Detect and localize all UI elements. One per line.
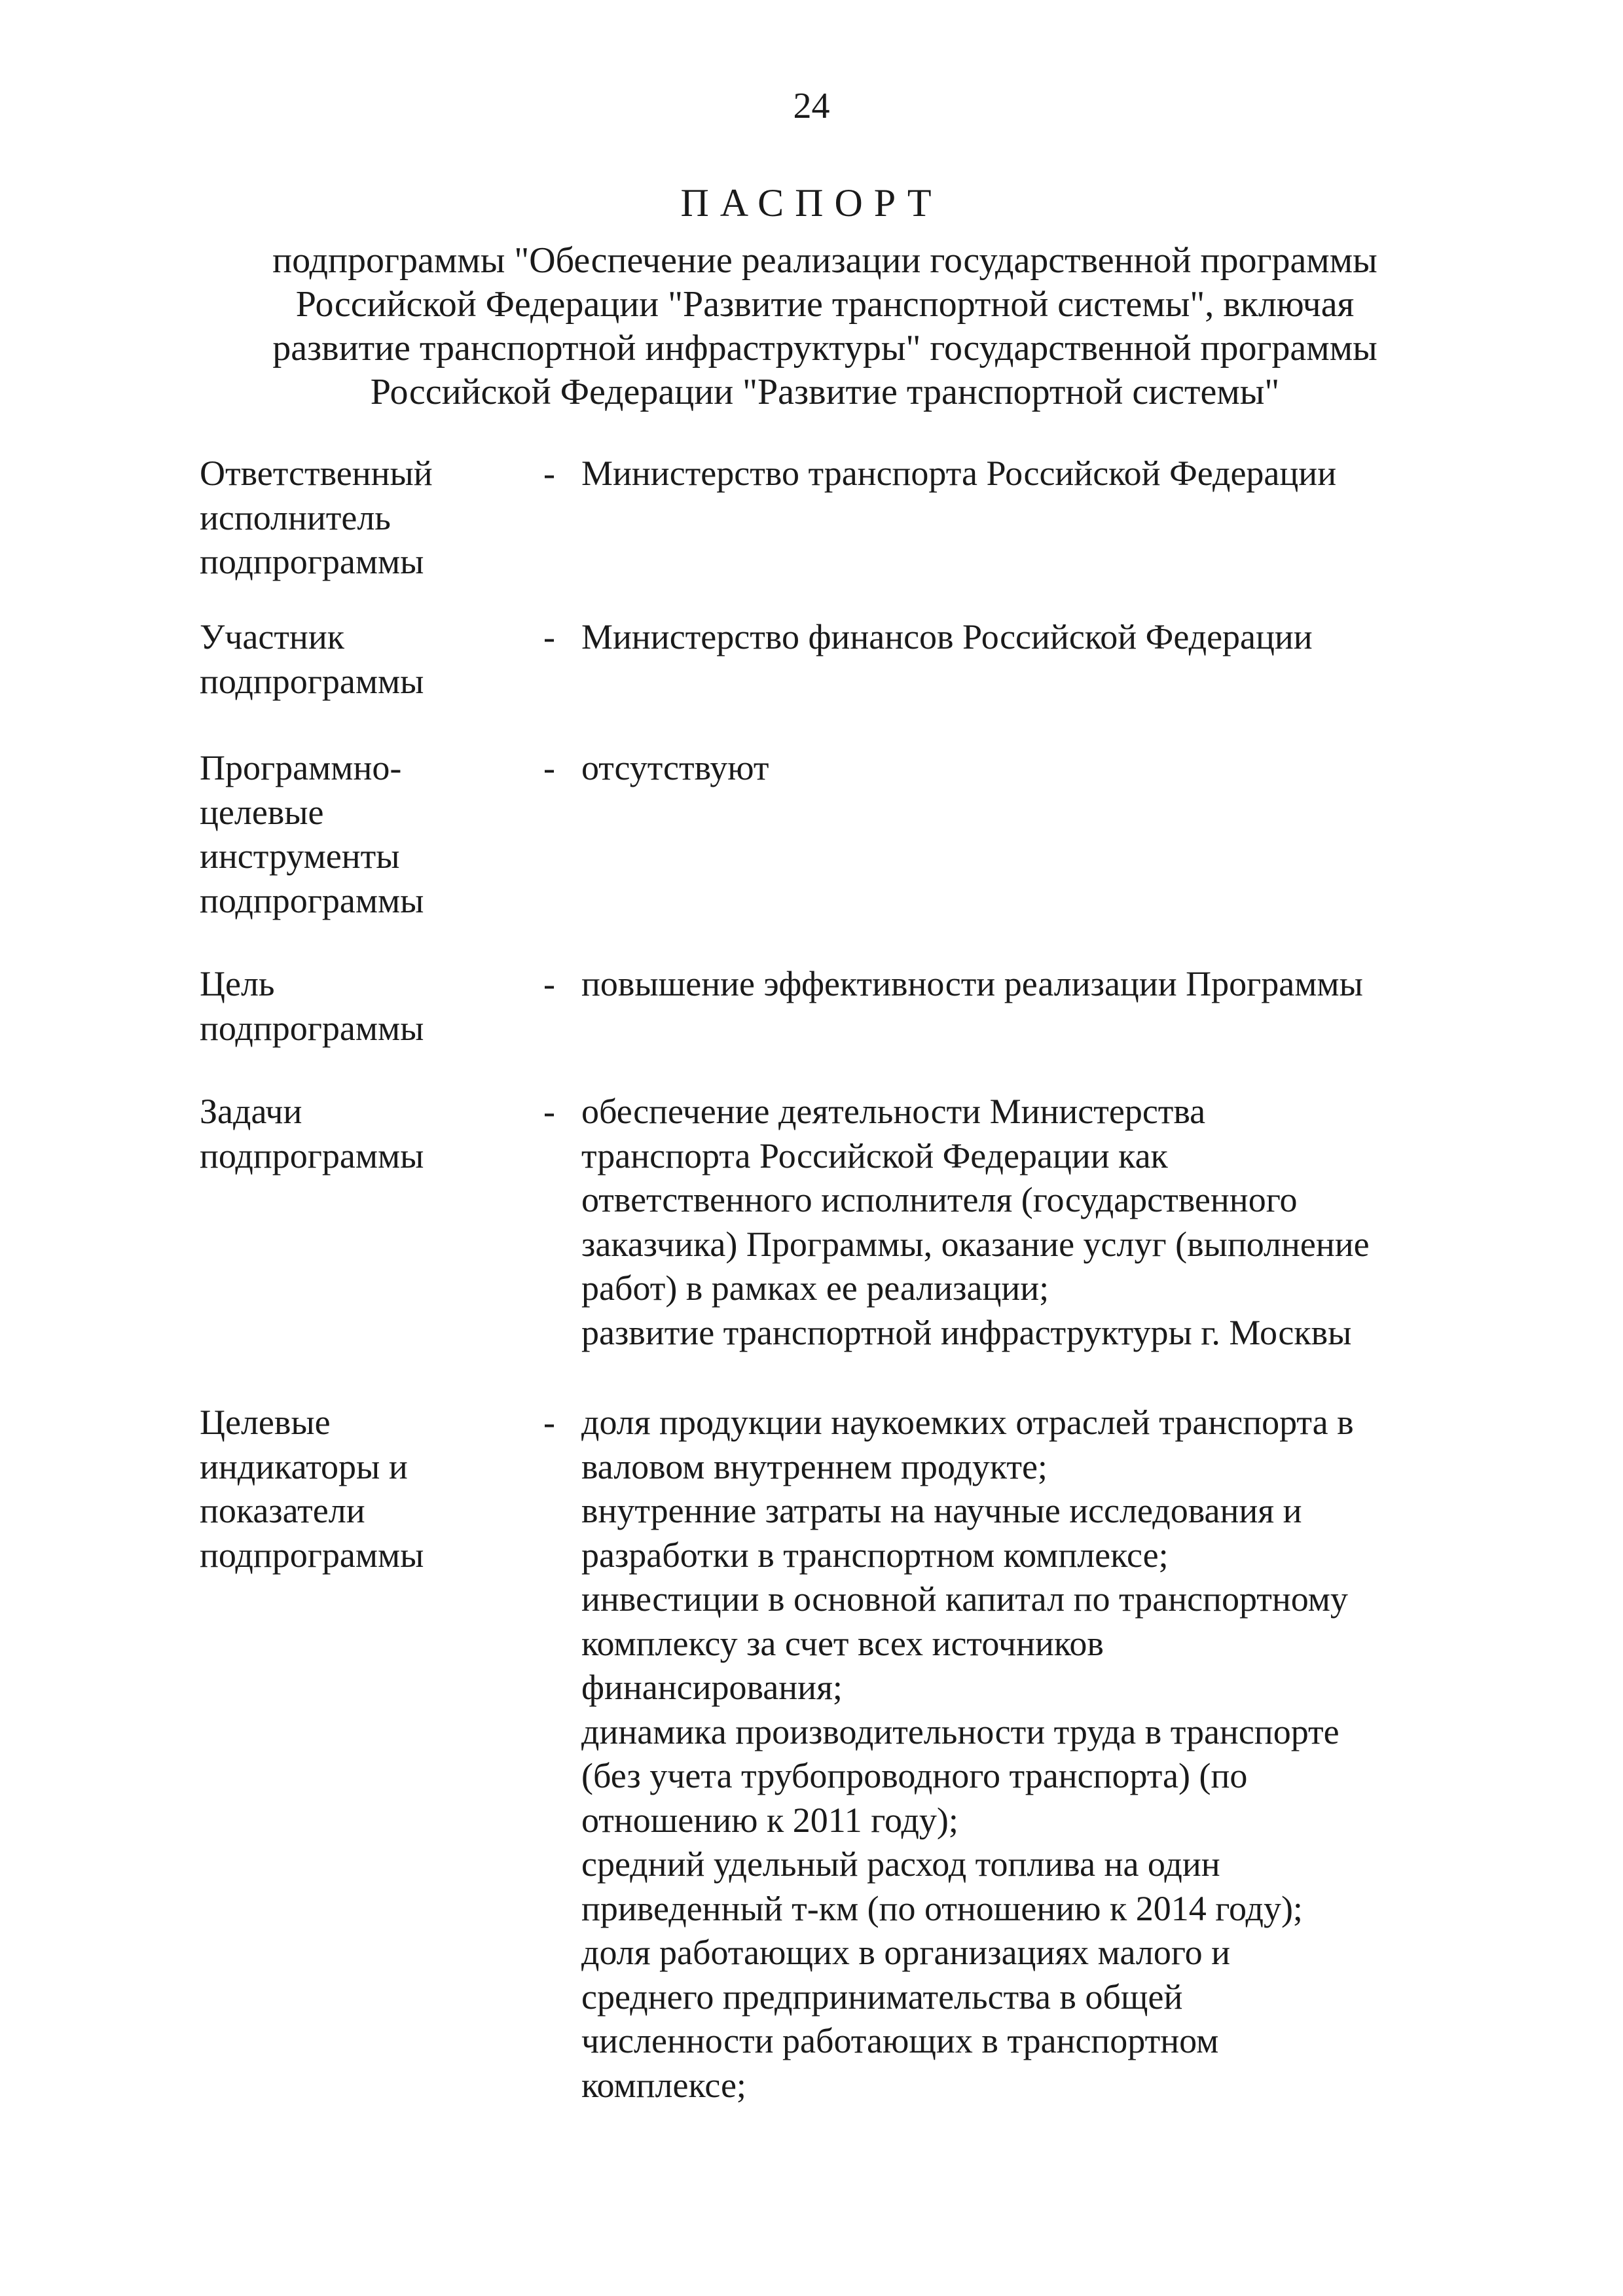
row-value [581,962,1459,1007]
label-line: показатели [200,1491,365,1530]
value-line: среднего предпринимательства в общей [581,1977,1183,2017]
row-value [581,452,1459,496]
row-value [581,1401,1459,2108]
row-value [581,746,1459,791]
label-line: исполнитель [200,497,391,537]
value-line: повышение эффективности реализации Программы [581,964,1363,1003]
row-label [200,452,540,584]
value-line: доля работающих в организациях малого и [581,1933,1231,1972]
value-line: доля продукции наукоемких отраслей транспорта в [581,1403,1354,1442]
label-line: подпрограммы [200,542,424,581]
row-dash: - [543,964,555,1003]
row-dash: - [543,1403,555,1442]
value-line: работ) в рамках ее реализации; [581,1268,1049,1308]
row-dash: - [543,748,555,787]
label-line: целевые [200,792,324,832]
value-line: Министерство транспорта Российской Федерации [581,454,1337,493]
value-line: комплексу за счет всех источников [581,1623,1104,1663]
value-line: Министерство финансов Российской Федерации [581,617,1313,656]
label-line: Задачи [200,1092,302,1131]
value-line: финансирования; [581,1668,843,1707]
label-line: подпрограммы [200,880,424,920]
subtitle-line: развитие транспортной инфраструктуры" государственной программы [272,328,1377,368]
value-line: (без учета трубопроводного транспорта) (по [581,1756,1248,1795]
row-label [200,746,540,923]
row-dash: - [543,1092,555,1131]
value-line: динамика производительности труда в транспорте [581,1712,1340,1751]
value-line: обеспечение деятельности Министерства [581,1092,1206,1131]
row-dash: - [543,617,555,656]
value-line: приведенный т-км (по отношению к 2014 году); [581,1888,1303,1928]
value-line: валовом внутреннем продукте; [581,1446,1048,1486]
label-line: инструменты [200,836,400,876]
value-line: внутренние затраты на научные исследования и [581,1491,1302,1530]
subtitle-line: подпрограммы "Обеспечение реализации государственной программы [272,240,1377,281]
label-line: индикаторы и [200,1446,408,1486]
row-label [200,1090,540,1178]
label-line: Цель [200,964,275,1003]
value-line: комплексе; [581,2065,746,2105]
subtitle-line: Российской Федерации "Развитие транспортной системы" [370,372,1280,412]
row-value [581,1090,1459,1355]
value-line: развитие транспортной инфраструктуры г. Москвы [581,1312,1352,1352]
row-dash: - [543,454,555,493]
label-line: Участник [200,617,344,656]
row-value [581,615,1459,660]
value-line: отсутствуют [581,748,769,787]
label-line: Целевые [200,1403,331,1442]
label-line: подпрограммы [200,661,424,701]
value-line: транспорта Российской Федерации как [581,1136,1168,1175]
label-line: подпрограммы [200,1008,424,1048]
value-line: численности работающих в транспортном [581,2021,1219,2060]
value-line: ответственного исполнителя (государственного [581,1180,1298,1219]
value-line: отношению к 2011 году); [581,1800,958,1840]
label-line: подпрограммы [200,1535,424,1575]
row-label [200,962,540,1050]
document-title: ПАСПОРТ [680,181,943,224]
value-line: заказчика) Программы, оказание услуг (выполнение [581,1224,1370,1264]
value-line: разработки в транспортном комплексе; [581,1535,1169,1575]
page-number: 24 [793,86,830,126]
subtitle-line: Российской Федерации "Развитие транспортной системы", включая [295,284,1355,325]
value-line: средний удельный расход топлива на один [581,1844,1220,1884]
row-label [200,615,540,704]
label-line: Ответственный [200,454,433,493]
label-line: Программно- [200,748,402,787]
value-line: инвестиции в основной капитал по транспортному [581,1579,1348,1619]
label-line: подпрограммы [200,1136,424,1175]
row-label [200,1401,540,1577]
